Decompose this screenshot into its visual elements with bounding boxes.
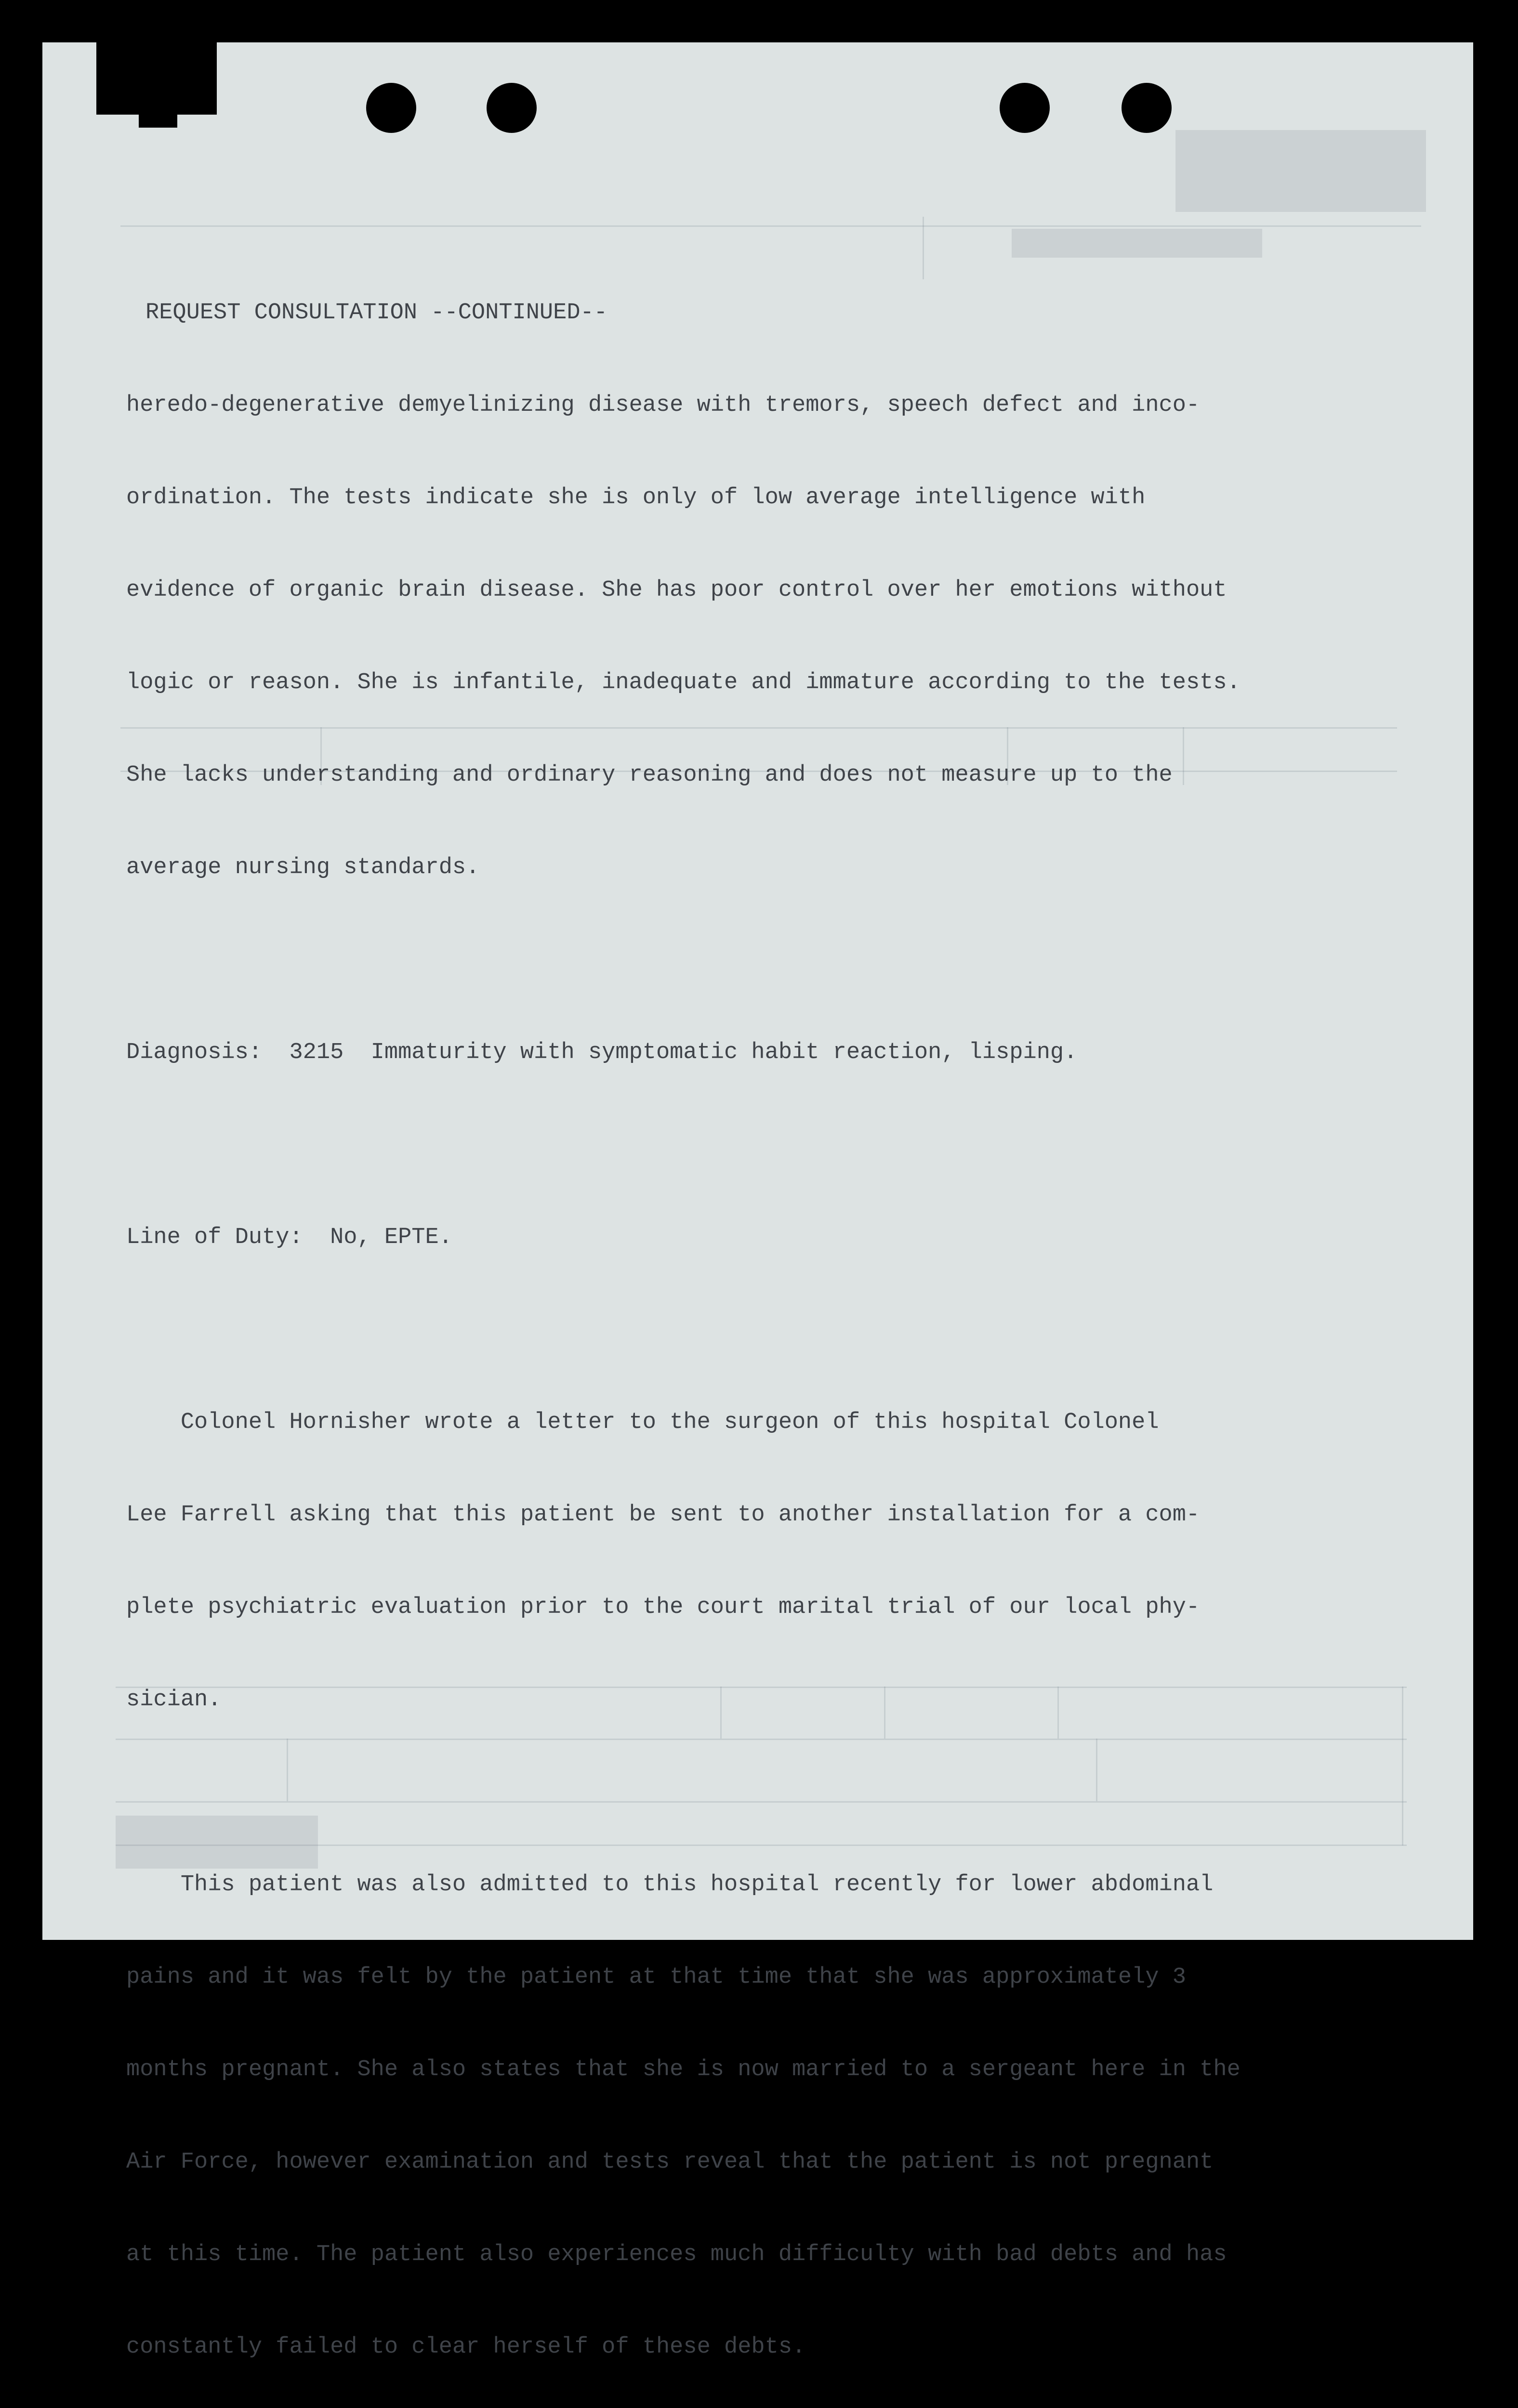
text-line: logic or reason. She is infantile, inadequate and immature according to the tests. — [126, 670, 1241, 695]
text-line: Colonel Hornisher wrote a letter to the surgeon of this hospital Colonel — [126, 1410, 1159, 1435]
text-line: She lacks understanding and ordinary reasoning and does not measure up to the — [126, 762, 1173, 788]
diagnosis-line: Diagnosis: 3215 Immaturity with symptomatic habit reaction, lisping. — [126, 1040, 1078, 1065]
page-heading: REQUEST CONSULTATION --CONTINUED-- — [145, 300, 607, 326]
text-line: at this time. The patient also experiences much difficulty with bad debts and has — [126, 2242, 1227, 2267]
text-line: constantly failed to clear herself of these debts. — [126, 2334, 806, 2360]
typed-letter-body — [126, 236, 1398, 2408]
punch-hole-2 — [487, 83, 537, 133]
text-line: average nursing standards. — [126, 855, 480, 880]
text-line: Lee Farrell asking that this patient be sent to another installation for a com- — [126, 1502, 1200, 1528]
text-line: pains and it was felt by the patient at that time that she was approximately 3 — [126, 1964, 1186, 1990]
text-line: heredo-degenerative demyelinizing disease with tremors, speech defect and inco- — [126, 393, 1200, 418]
text-line: sician. — [126, 1687, 222, 1713]
show-through-line — [120, 225, 1421, 227]
text-line: months pregnant. She also states that she is now married to a sergeant here in the — [126, 2057, 1241, 2082]
punch-hole-4 — [1122, 83, 1172, 133]
text-line: ordination. The tests indicate she is only of low average intelligence with — [126, 485, 1146, 510]
line-of-duty: Line of Duty: No, EPTE. — [126, 1225, 452, 1250]
punch-hole-3 — [1000, 83, 1050, 133]
text-line: plete psychiatric evaluation prior to the court marital trial of our local phy- — [126, 1595, 1200, 1620]
text-line: This patient was also admitted to this hospital recently for lower abdominal — [126, 1872, 1214, 1898]
binder-clip-mark-lower — [139, 113, 177, 128]
punch-hole-1 — [366, 83, 416, 133]
show-through-line — [1402, 1687, 1403, 1845]
show-through-stamp — [1175, 130, 1426, 212]
text-line: Air Force, however examination and tests reveal that the patient is not pregnant — [126, 2149, 1214, 2175]
text-line: evidence of organic brain disease. She has poor control over her emotions without — [126, 577, 1227, 603]
binder-clip-mark — [96, 42, 217, 115]
